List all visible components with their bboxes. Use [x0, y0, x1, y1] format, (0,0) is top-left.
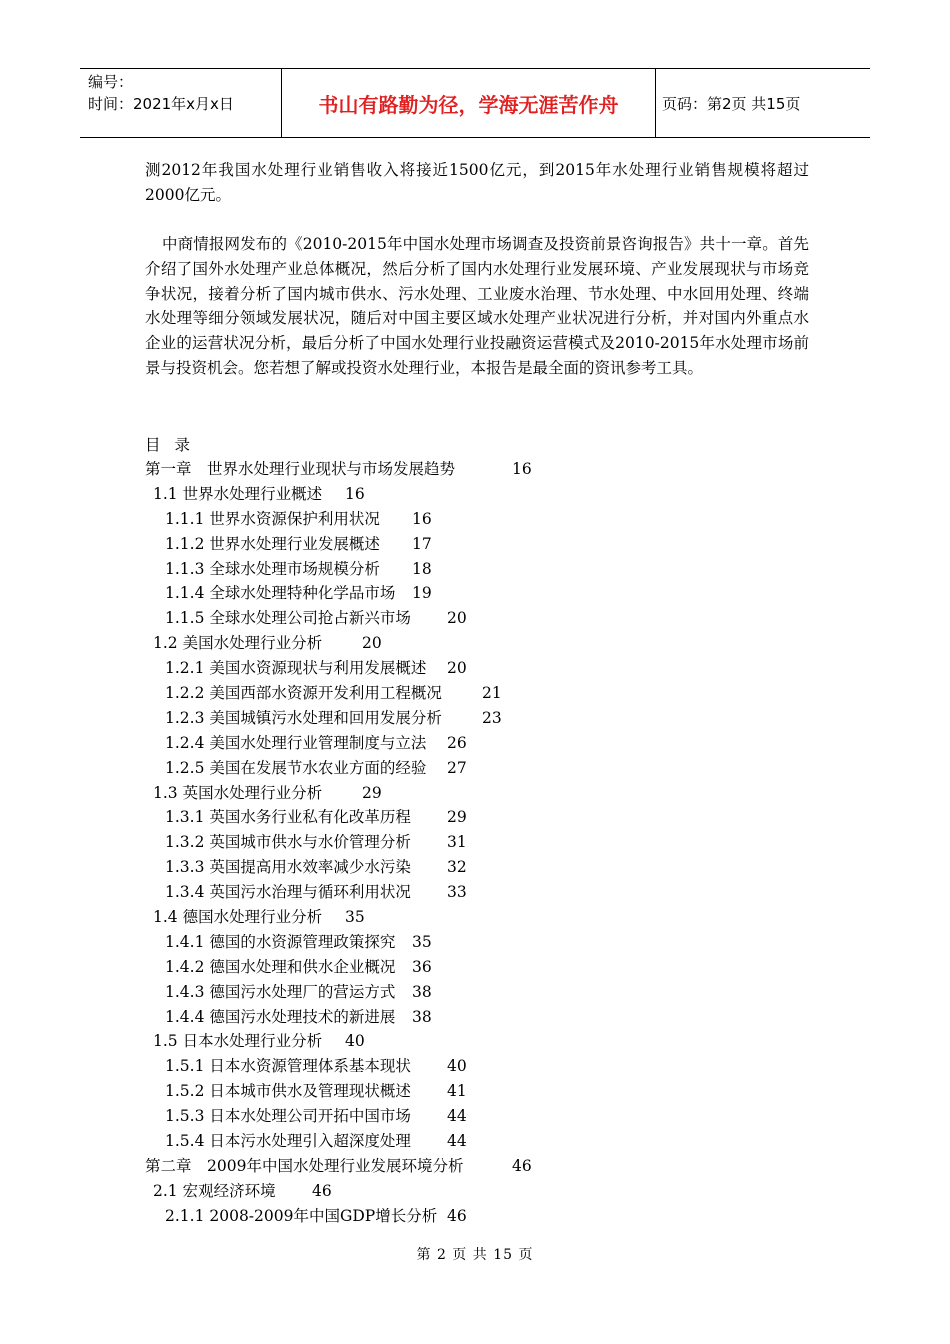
toc-entry [145, 706, 645, 731]
toc-entry-text: 1.1 世界水处理行业概述 [153, 484, 323, 503]
toc-entry [145, 656, 645, 681]
toc-entry [145, 557, 645, 582]
toc-entry-text: 1.4 德国水处理行业分析 [153, 908, 323, 927]
toc-entry-text: 1.4.1 德国的水资源管理政策探究 [165, 932, 396, 951]
toc-entry-text: 1.3 英国水处理行业分析 [153, 783, 323, 802]
toc-entry-text: 1.5.3 日本水处理公司开拓中国市场 [165, 1107, 411, 1126]
body-paragraph-2: 中商情报网发布的《2010-2015年中国水处理市场调查及投资前景咨询报告》共十一章。首先介绍了国外水处理产业总体概况，然后分析了国内水处理行业发展环境、产业发展现状与市场竞争状况，接着分析了国内城市供水、污水处理、工业废水治理、节水处理、中水回用处理、终端水处理等细分领域发展状况，随后对中国主要区域水处理产业状况进行分析，并对国内外重点水企业的运营状况分析，最后分析了中国水处理行业投融资运营模式及2010-2015年水处理市场前景与投资机会。您若想了解或投资水处理行业，本报告是最全面的资讯参考工具。 [145, 235, 809, 377]
toc-entry [145, 955, 645, 980]
toc-entry-page: 38 [412, 1007, 432, 1026]
toc-entry [145, 731, 645, 756]
toc-entry-page: 40 [345, 1032, 365, 1051]
toc-entry-text: 1.4.2 德国水处理和供水企业概况 [165, 957, 396, 976]
toc-entry-text: 2.1 宏观经济环境 [153, 1181, 276, 1200]
toc-entry [145, 781, 645, 806]
toc-entry [145, 1104, 645, 1129]
toc-entry [145, 1005, 645, 1030]
toc-entry-text: 第二章 2009年中国水处理行业发展环境分析 [145, 1156, 464, 1175]
toc-entry [145, 905, 645, 930]
toc-entry-page: 46 [312, 1181, 332, 1200]
toc-entry [145, 1154, 645, 1179]
toc-entry-text: 1.2.1 美国水资源现状与利用发展概述 [165, 659, 427, 678]
toc-entry-text: 1.2.2 美国西部水资源开发利用工程概况 [165, 684, 442, 703]
toc-entry-page: 31 [447, 833, 467, 852]
toc-entry-text: 1.2.4 美国水处理行业管理制度与立法 [165, 733, 427, 752]
toc-entry-page: 27 [447, 758, 467, 777]
toc-entry-text: 1.2.5 美国在发展节水农业方面的经验 [165, 758, 427, 777]
toc-entry-text: 1.3.1 英国水务行业私有化改革历程 [165, 808, 411, 827]
toc-entry-text: 1.1.4 全球水处理特种化学品市场 [165, 584, 396, 603]
toc-entry [145, 681, 645, 706]
toc-title: 目录 [145, 436, 205, 454]
doc-number: 编号： [88, 73, 134, 91]
page-header [80, 68, 870, 138]
toc-entry-page: 44 [447, 1107, 467, 1126]
toc-entry-text: 1.2 美国水处理行业分析 [153, 634, 323, 653]
toc-entry-text: 1.5 日本水处理行业分析 [153, 1032, 323, 1051]
toc-entry-page: 18 [412, 559, 432, 578]
toc-entry [145, 507, 645, 532]
toc-entry-page: 20 [447, 609, 467, 628]
toc-entry-page: 40 [447, 1057, 467, 1076]
toc-entry-page: 46 [447, 1206, 467, 1225]
toc-entry [145, 980, 645, 1005]
toc-entry-text: 1.4.4 德国污水处理技术的新进展 [165, 1007, 396, 1026]
toc-entry [145, 1054, 645, 1079]
toc-entry-text: 1.1.1 世界水资源保护利用状况 [165, 509, 380, 528]
toc-entry [145, 581, 645, 606]
toc-entry [145, 756, 645, 781]
toc-entry [145, 1204, 645, 1229]
toc-entry-page: 32 [447, 858, 467, 877]
toc-entry [145, 532, 645, 557]
toc-entry-page: 20 [447, 659, 467, 678]
toc-entry-page: 33 [447, 883, 467, 902]
toc-entry-page: 35 [345, 908, 365, 927]
toc-entry-text: 第一章 世界水处理行业现状与市场发展趋势 [145, 460, 456, 478]
toc-entry-text: 1.5.4 日本污水处理引入超深度处理 [165, 1132, 411, 1151]
toc-entry-page: 17 [412, 534, 432, 553]
body-paragraph-1: 测2012年我国水处理行业销售收入将接近1500亿元，到2015年水处理行业销售规模将超过2000亿元。 [145, 161, 809, 204]
toc-entry-page: 35 [412, 932, 432, 951]
toc-entry [145, 631, 645, 656]
toc-entry [145, 830, 645, 855]
toc-entry-page: 46 [512, 1156, 532, 1175]
toc-entry-page: 19 [412, 584, 432, 603]
toc-entry-text: 1.5.2 日本城市供水及管理现状概述 [165, 1082, 411, 1101]
toc-entry [145, 1179, 645, 1204]
toc-entry-text: 1.3.3 英国提高用水效率减少水污染 [165, 858, 411, 877]
toc-entry-text: 1.3.2 英国城市供水与水价管理分析 [165, 833, 411, 852]
toc-entry-text: 1.1.2 世界水处理行业发展概述 [165, 534, 380, 553]
toc-entry-page: 29 [362, 783, 382, 802]
toc-entry-page: 16 [412, 509, 432, 528]
table-of-contents [145, 457, 645, 1229]
header-meta [80, 69, 282, 137]
toc-entry-page: 20 [362, 634, 382, 653]
toc-entry [145, 606, 645, 631]
toc-entry-text: 1.3.4 英国污水治理与循环利用状况 [165, 883, 411, 902]
toc-entry-text: 1.4.3 德国污水处理厂的营运方式 [165, 982, 396, 1001]
toc-entry-page: 16 [345, 484, 365, 503]
toc-entry [145, 930, 645, 955]
toc-entry-text: 1.2.3 美国城镇污水处理和回用发展分析 [165, 708, 442, 727]
header-page-info: 页码：第2页 共15页 [662, 94, 801, 113]
toc-entry [145, 880, 645, 905]
toc-entry [145, 1079, 645, 1104]
toc-entry-text: 1.1.3 全球水处理市场规模分析 [165, 559, 380, 578]
toc-entry-page: 26 [447, 733, 467, 752]
toc-entry-text: 1.1.5 全球水处理公司抢占新兴市场 [165, 609, 411, 628]
toc-entry-text: 2.1.1 2008-2009年中国GDP增长分析 [165, 1206, 438, 1225]
toc-entry-page: 44 [447, 1132, 467, 1151]
toc-entry [145, 1129, 645, 1154]
toc-entry [145, 482, 645, 507]
toc-entry-text: 1.5.1 日本水资源管理体系基本现状 [165, 1057, 411, 1076]
toc-entry [145, 805, 645, 830]
toc-entry [145, 1029, 645, 1054]
toc-entry [145, 855, 645, 880]
toc-entry-page: 29 [447, 808, 467, 827]
toc-entry-page: 23 [482, 708, 502, 727]
toc-entry [145, 457, 645, 482]
toc-entry-page: 21 [482, 684, 502, 703]
toc-entry-page: 36 [412, 957, 432, 976]
toc-entry-page: 41 [447, 1082, 467, 1101]
toc-entry-page: 16 [512, 460, 532, 478]
header-motto: 书山有路勤为径，学海无涯苦作舟 [282, 69, 656, 137]
page-footer: 第 2 页 共 15 页 [416, 1247, 534, 1263]
doc-date: 时间：2021年x月x日 [88, 95, 234, 113]
toc-entry-page: 38 [412, 982, 432, 1001]
